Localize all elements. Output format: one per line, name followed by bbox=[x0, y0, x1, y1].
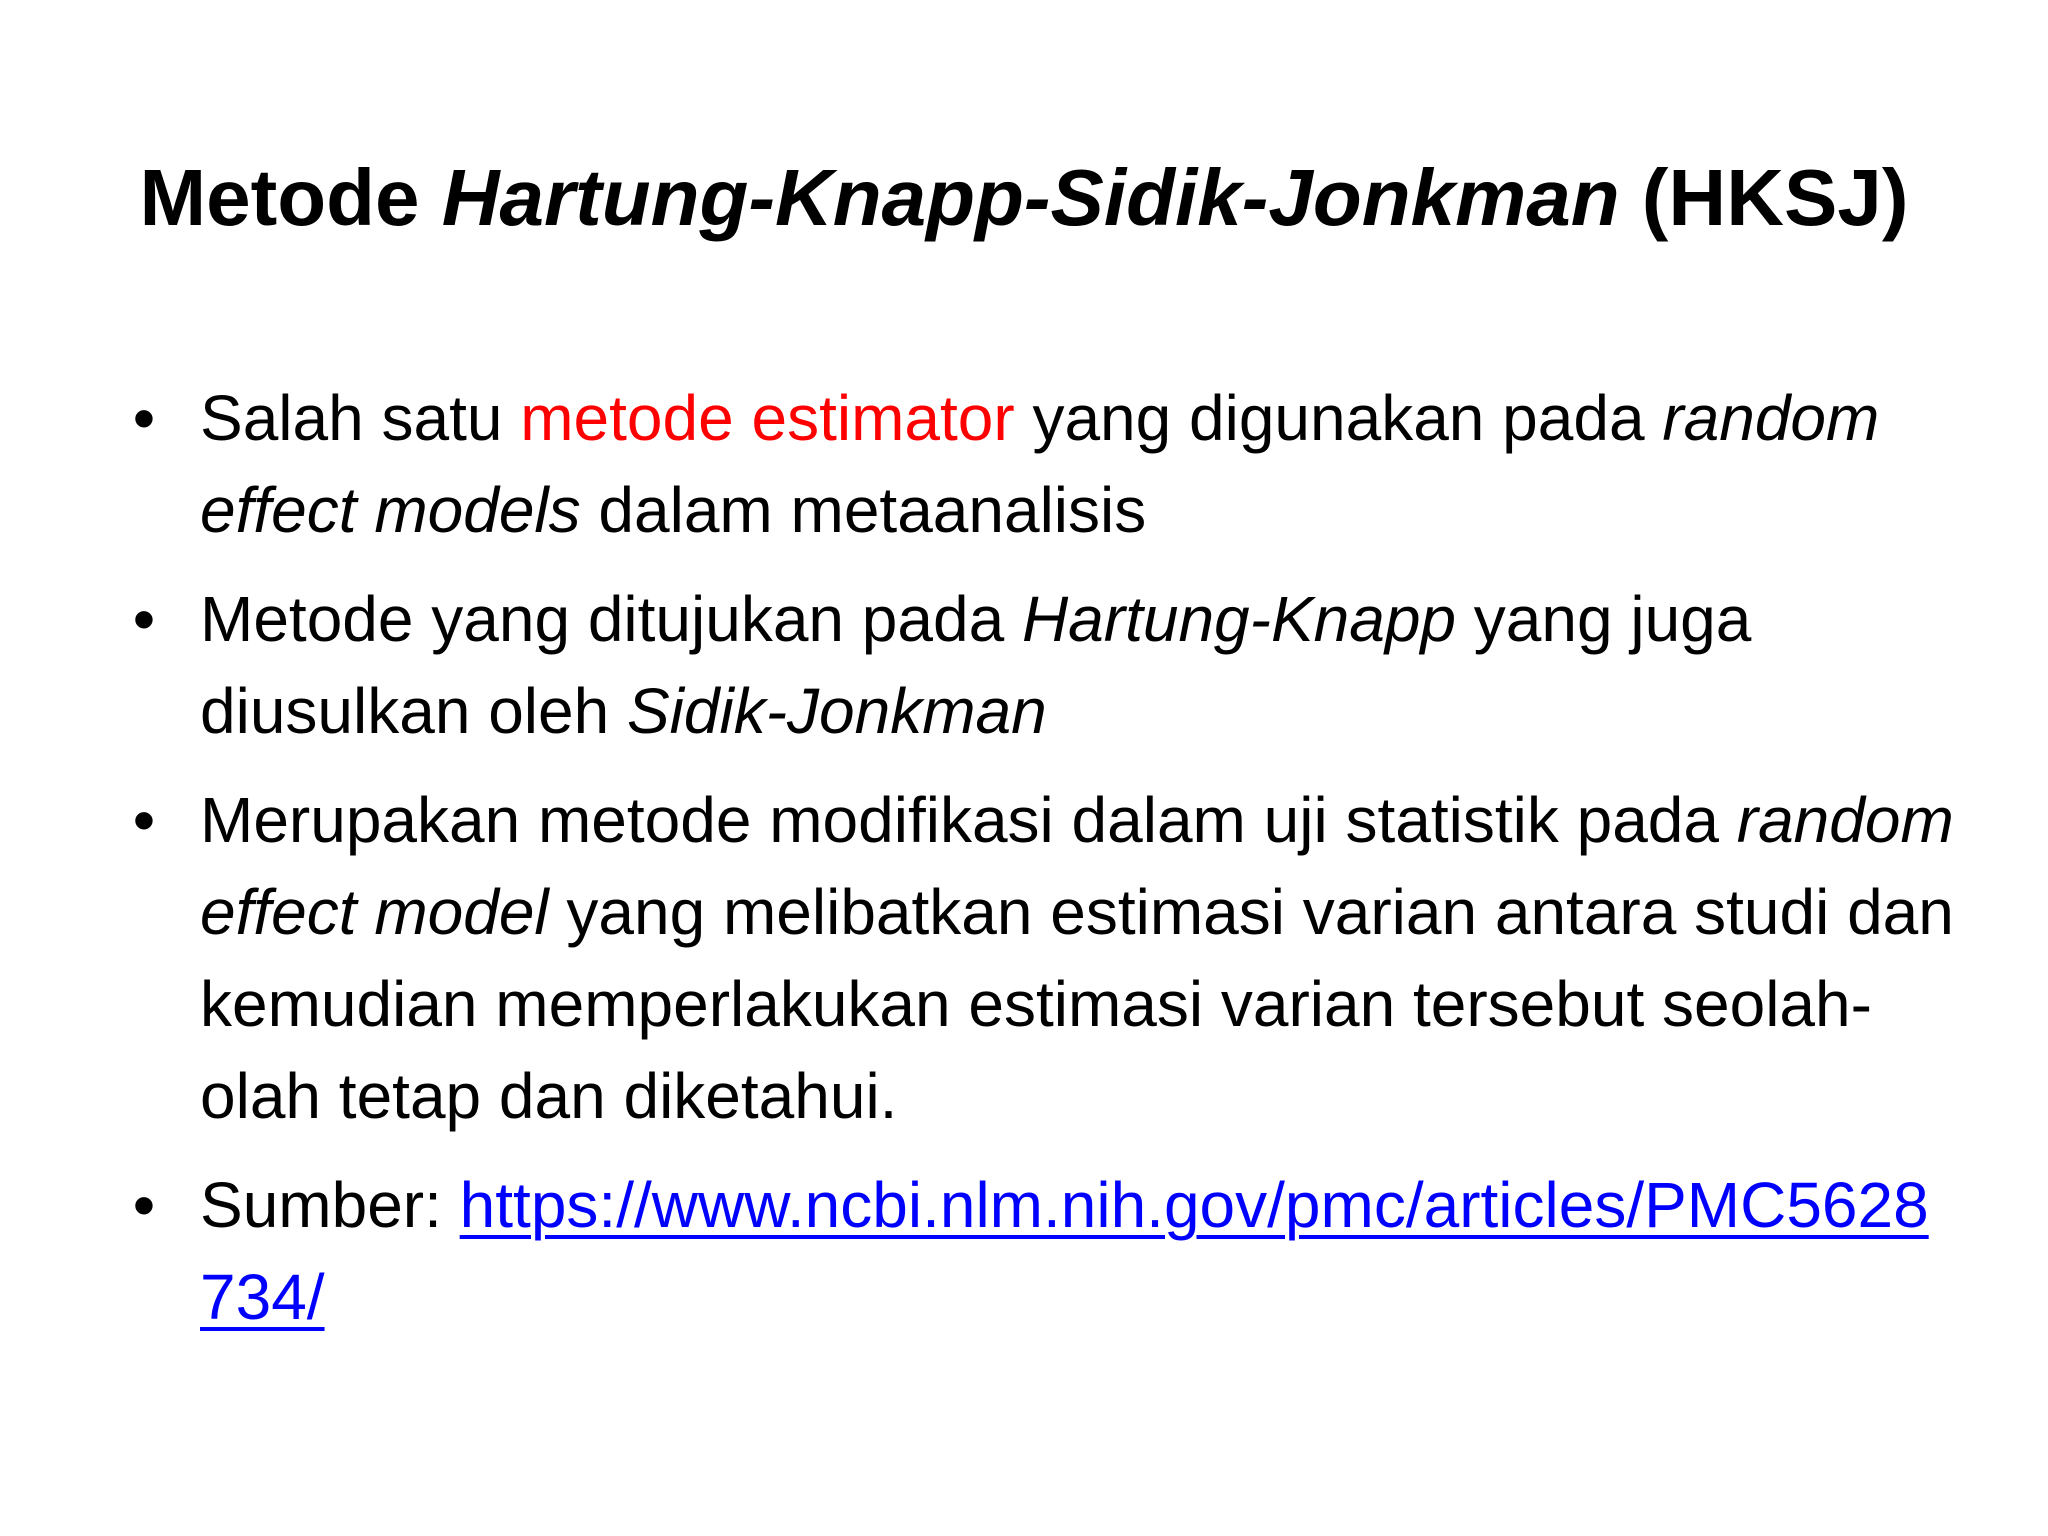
bullet-dot-icon: • bbox=[132, 1169, 156, 1241]
bullet-item-estimator bbox=[132, 372, 1960, 556]
italic-text: Hartung-Knapp bbox=[1021, 583, 1456, 655]
bullet-dot-icon: • bbox=[132, 382, 156, 454]
italic-text: random effect model bbox=[200, 784, 1954, 948]
source-link[interactable]: https://www.ncbi.nlm.nih.gov/pmc/articles/PMC5628734/ bbox=[200, 1169, 1929, 1333]
bullet-dot-icon: • bbox=[132, 784, 156, 856]
slide-title bbox=[0, 148, 2048, 248]
bullet-item-modification bbox=[132, 774, 1960, 1142]
bullet-text bbox=[200, 573, 1960, 757]
title-abbreviation: (HKSJ) bbox=[1619, 153, 1909, 242]
title-italic-text: Hartung-Knapp-Sidik-Jonkman bbox=[441, 153, 1620, 242]
highlight-text: metode estimator bbox=[520, 382, 1015, 454]
bullet-dot-icon: • bbox=[132, 583, 156, 655]
italic-text: Sidik-Jonkman bbox=[626, 675, 1047, 747]
bullet-text bbox=[200, 774, 1960, 1142]
text-run: dalam metaanalisis bbox=[580, 474, 1147, 546]
title-text: Metode bbox=[139, 153, 442, 242]
text-run: yang melibatkan estimasi varian antara studi dan kemudian memperlakukan estimasi varian tersebut seolah-olah tetap dan diketahui. bbox=[200, 876, 1954, 1132]
bullet-text bbox=[200, 372, 1960, 556]
bullet-text bbox=[200, 1159, 1960, 1343]
source-label: Sumber: bbox=[200, 1169, 460, 1241]
bullet-item-source bbox=[132, 1159, 1960, 1343]
text-run: Merupakan metode modifikasi dalam uji statistik pada bbox=[200, 784, 1737, 856]
italic-text: random effect models bbox=[200, 382, 1880, 546]
text-run: yang juga diusulkan oleh bbox=[200, 583, 1752, 747]
text-run: Metode yang ditujukan pada bbox=[200, 583, 1022, 655]
text-run: yang digunakan pada bbox=[1014, 382, 1663, 454]
bullet-list bbox=[132, 372, 1960, 1360]
text-run: Salah satu bbox=[200, 382, 521, 454]
bullet-item-origin bbox=[132, 573, 1960, 757]
